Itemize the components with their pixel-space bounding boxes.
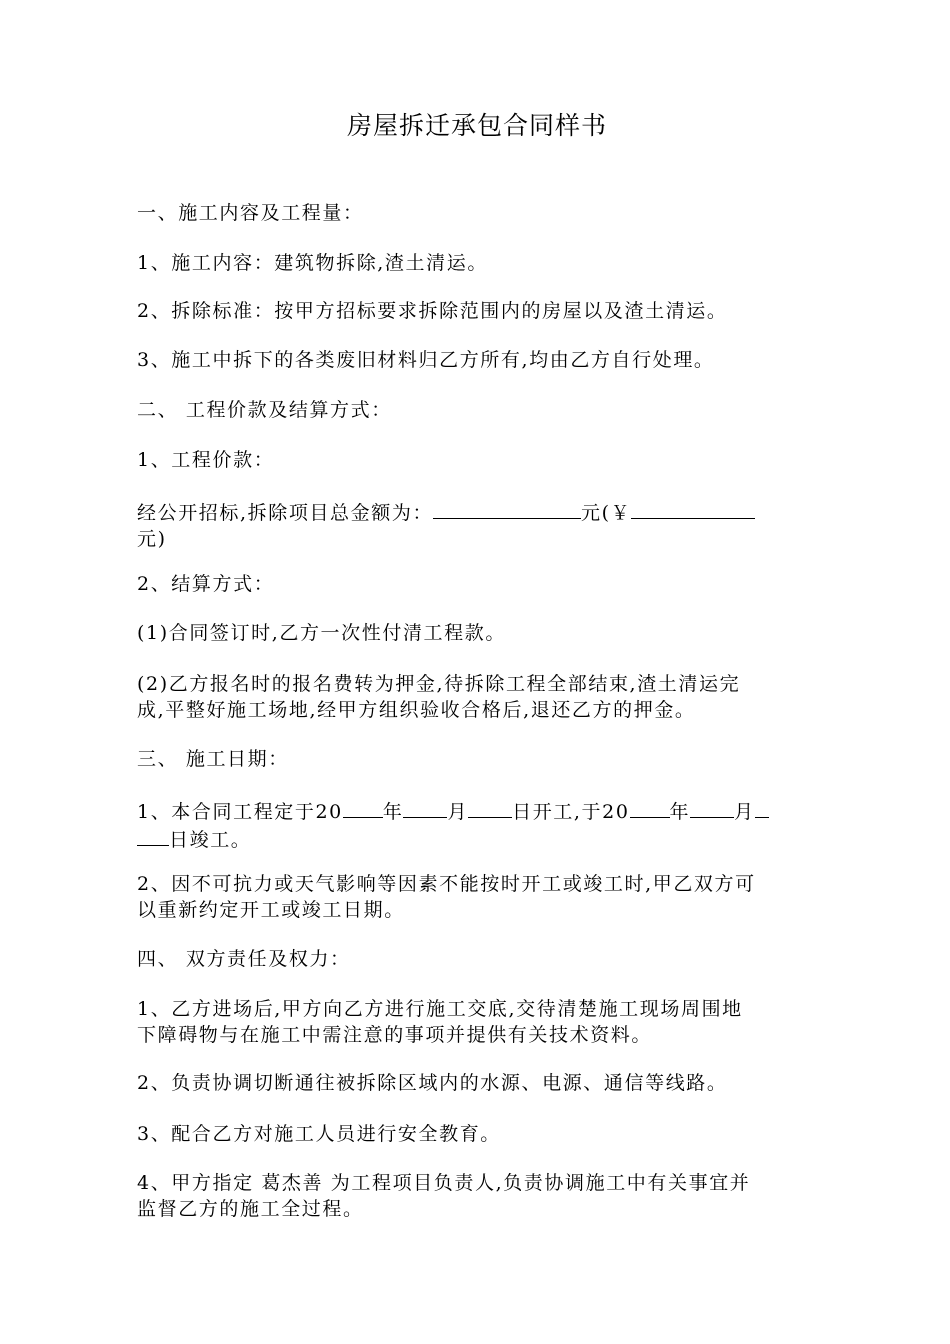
amount-digits-blank[interactable]	[631, 498, 755, 519]
section-1-item-1: 1、施工内容：建筑物拆除,渣土清运。	[137, 252, 488, 274]
section-4-item-2: 2、负责协调切断通往被拆除区域内的水源、电源、通信等线路。	[137, 1072, 728, 1094]
section-1-heading: 一、施工内容及工程量：	[137, 202, 364, 224]
section-1-item-2: 2、拆除标准：按甲方招标要求拆除范围内的房屋以及渣土清运。	[137, 300, 728, 322]
date-text: 年	[382, 801, 404, 823]
section-2-heading: 二、 工程价款及结算方式：	[137, 399, 392, 421]
paragraph-line: 1、乙方进场后,甲方向乙方进行施工交底,交待清楚施工现场周围地	[137, 998, 743, 1020]
end-day-blank-part-2[interactable]	[137, 825, 169, 846]
contract-amount-paragraph	[137, 498, 817, 552]
section-4-item-3: 3、配合乙方对施工人员进行安全教育。	[137, 1123, 501, 1145]
paragraph-line: 监督乙方的施工全过程。	[137, 1198, 364, 1220]
date-text: 年	[669, 801, 691, 823]
section-4-item-1	[137, 996, 817, 1048]
end-month-blank[interactable]	[690, 797, 734, 818]
paragraph-line: 4、甲方指定 葛杰善 为工程项目负责人,负责协调施工中有关事宜并	[137, 1172, 751, 1194]
date-text: 日竣工。	[169, 829, 252, 851]
section-4-item-4	[137, 1170, 817, 1222]
section-2-item-1: 1、工程价款：	[137, 449, 275, 471]
start-year-blank[interactable]	[343, 797, 383, 818]
document-title: 房屋拆迁承包合同样书	[346, 111, 607, 140]
section-2-item-2-2	[137, 671, 817, 723]
end-year-blank[interactable]	[630, 797, 670, 818]
date-text: 日开工,于20	[512, 801, 630, 823]
section-2-item-2: 2、结算方式：	[137, 573, 275, 595]
amount-yuan-label: 元(￥	[581, 502, 632, 524]
amount-yuan-close: 元)	[137, 528, 167, 550]
start-month-blank[interactable]	[403, 797, 447, 818]
section-4-heading: 四、 双方责任及权力：	[137, 948, 351, 970]
date-text: 月	[734, 801, 755, 823]
amount-label: 经公开招标,拆除项目总金额为：	[137, 502, 434, 524]
section-2-item-2-1: (1)合同签订时,乙方一次性付清工程款。	[137, 622, 506, 644]
section-1-item-3: 3、施工中拆下的各类废旧材料归乙方所有,均由乙方自行处理。	[137, 349, 715, 371]
paragraph-line: 2、因不可抗力或天气影响等因素不能按时开工或竣工时,甲乙双方可	[137, 873, 756, 895]
paragraph-line: 下障碍物与在施工中需注意的事项并提供有关技术资料。	[137, 1024, 653, 1046]
construction-dates-paragraph	[137, 797, 817, 853]
section-3-item-2	[137, 871, 817, 923]
paragraph-line: 成,平整好施工场地,经甲方组织验收合格后,退还乙方的押金。	[137, 699, 696, 721]
date-text: 月	[447, 801, 469, 823]
section-3-heading: 三、 施工日期：	[137, 748, 289, 770]
start-day-blank[interactable]	[468, 797, 512, 818]
end-day-blank-part-1[interactable]	[755, 797, 769, 818]
paragraph-line: (2)乙方报名时的报名费转为押金,待拆除工程全部结束,渣土清运完	[137, 673, 741, 695]
paragraph-line	[137, 825, 817, 853]
paragraph-line: 以重新约定开工或竣工日期。	[137, 899, 405, 921]
amount-words-blank[interactable]	[433, 498, 581, 519]
date-text: 1、本合同工程定于20	[137, 801, 343, 823]
